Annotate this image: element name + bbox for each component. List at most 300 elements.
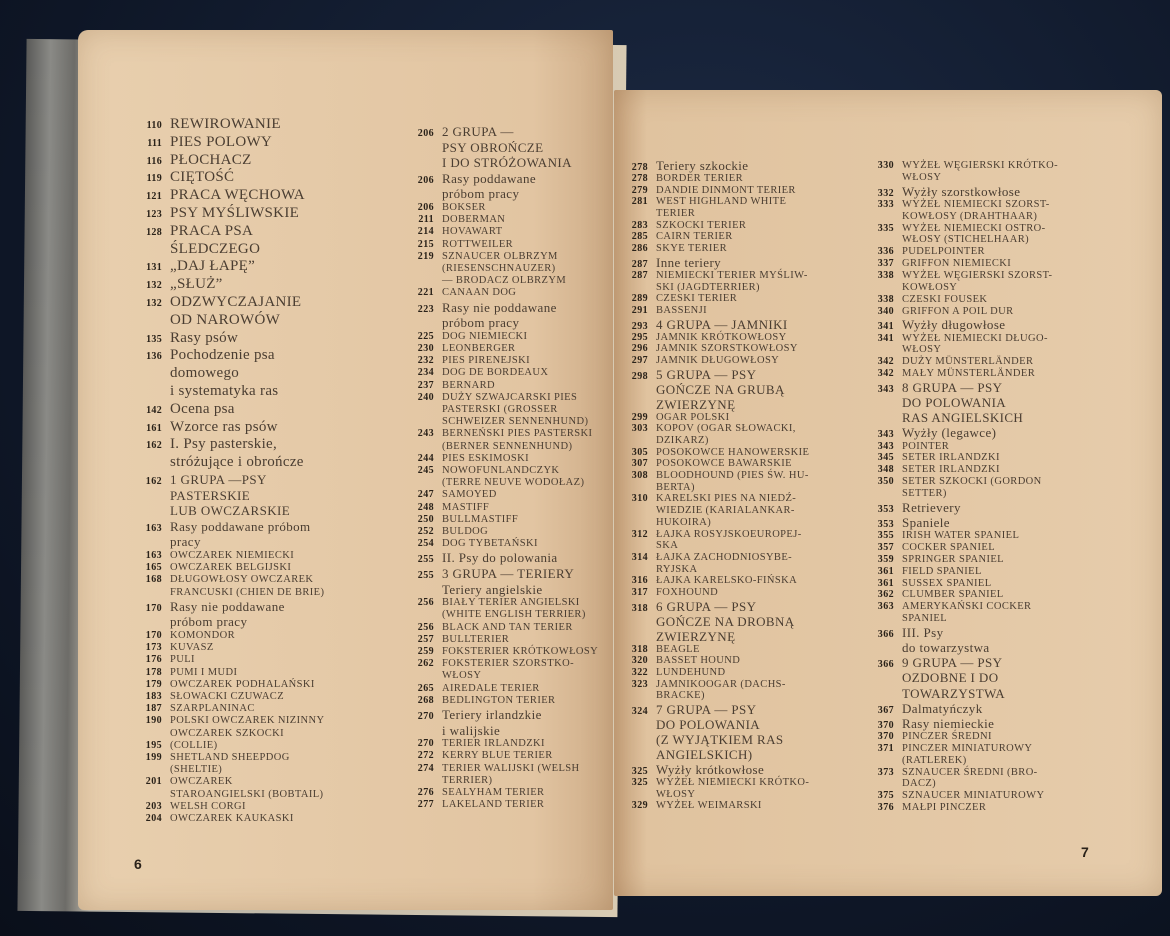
index-entry <box>136 347 275 364</box>
entry-title: (COLLIE) <box>170 739 218 751</box>
entry-title: (TERRE NEUVE WODOŁAZ) <box>442 477 585 489</box>
index-entry <box>136 276 223 293</box>
entry-title: Teriery szkockie <box>656 158 749 173</box>
index-entry <box>622 667 726 678</box>
index-entry <box>136 728 284 739</box>
index-entry <box>622 575 797 586</box>
entry-title: Teriery angielskie <box>442 581 543 597</box>
entry-title: Spaniele <box>902 514 950 530</box>
page-reference-number: 254 <box>417 538 434 550</box>
index-entry <box>408 315 519 331</box>
entry-title: CLUMBER SPANIEL <box>902 589 1004 601</box>
page-reference-number: 195 <box>145 739 162 751</box>
index-entry <box>136 691 284 702</box>
page-reference-number: 176 <box>145 654 162 666</box>
index-entry <box>408 514 518 525</box>
index-entry <box>408 453 529 464</box>
index-entry <box>408 343 515 354</box>
index-entry <box>622 564 698 575</box>
entry-title: WYŻEŁ NIEMIECKI DŁUGO- <box>902 332 1048 344</box>
index-entry <box>622 732 784 748</box>
entry-title: SZNAUCER MINIATUROWY <box>902 790 1045 802</box>
index-entry <box>136 667 237 678</box>
page-reference-number: 376 <box>877 802 894 814</box>
index-entry <box>136 587 324 598</box>
index-entry <box>868 452 1000 463</box>
index-entry <box>868 755 967 766</box>
entry-title: Inne teriery <box>656 254 722 270</box>
page-reference-number: 247 <box>417 489 434 501</box>
entry-title: POINTER <box>902 440 950 452</box>
index-entry <box>622 382 785 398</box>
index-entry <box>622 702 756 718</box>
entry-title: SZKOCKI TERIER <box>656 219 747 231</box>
page-reference-number: 342 <box>877 356 894 368</box>
index-entry <box>868 670 999 686</box>
entry-title: „SŁUŻ” <box>170 276 223 293</box>
index-entry <box>868 476 1042 487</box>
page-reference-number: 308 <box>631 470 648 482</box>
entry-title: Rasy poddawane próbom <box>170 518 311 534</box>
index-entry <box>136 294 301 311</box>
index-entry <box>622 208 695 219</box>
page-reference-number: 359 <box>877 553 894 565</box>
page-reference-number: 234 <box>417 367 434 379</box>
entry-title: SPANIEL <box>902 613 948 625</box>
page-reference-number: 206 <box>417 128 434 139</box>
entry-title: PŁOCHACZ <box>170 151 252 168</box>
entry-title: DŁUGOWŁOSY OWCZAREK <box>170 574 314 586</box>
entry-title: CZESKI FOUSEK <box>902 293 988 305</box>
page-reference-number: 325 <box>631 776 648 788</box>
entry-title: OZDOBNE I DO <box>902 670 999 686</box>
entry-title: PSY MYŚLIWSKIE <box>170 205 300 221</box>
entry-title: do towarzystwa <box>902 640 990 656</box>
index-entry <box>408 738 545 749</box>
index-entry <box>408 658 574 669</box>
index-entry <box>622 552 792 563</box>
page-reference-number: 162 <box>146 440 162 452</box>
index-entry <box>868 356 1033 367</box>
page-reference-number: 279 <box>631 184 648 196</box>
page-reference-number: 206 <box>417 174 434 186</box>
page-reference-number: 289 <box>631 293 648 305</box>
index-entry <box>408 465 559 476</box>
page-reference-number: 291 <box>631 304 648 316</box>
page-reference-number: 298 <box>631 370 648 382</box>
entry-title: BLOODHOUND (PIES ŚW. HU- <box>656 470 809 482</box>
index-entry <box>622 690 705 701</box>
entry-title: FOXHOUND <box>656 587 719 599</box>
index-entry <box>408 609 586 620</box>
entry-title: Pochodzenie psa <box>170 347 275 364</box>
index-entry <box>868 441 949 452</box>
index-entry <box>408 263 556 274</box>
page-reference-number: 317 <box>631 587 648 599</box>
index-entry <box>136 134 272 151</box>
page-reference-number: 237 <box>417 379 434 391</box>
index-entry <box>868 625 943 641</box>
index-entry <box>868 743 1032 754</box>
index-entry <box>868 306 1014 317</box>
entry-title: PUDELPOINTER <box>902 246 985 258</box>
index-entry <box>408 646 598 657</box>
entry-title: WŁOSY (STICHELHAAR) <box>902 234 1030 246</box>
index-entry <box>408 538 538 549</box>
index-entry <box>136 752 290 763</box>
entry-title: JAMNIK SZORSTKOWŁOSY <box>656 343 798 355</box>
index-entry <box>868 640 990 656</box>
page-reference-number: 285 <box>631 231 648 243</box>
entry-title: III. Psy <box>902 624 944 640</box>
index-entry <box>136 789 323 800</box>
index-entry <box>868 410 1023 426</box>
entry-title: DUŻY MÜNSTERLÄNDER <box>902 356 1034 368</box>
page-reference-number: 121 <box>146 191 162 203</box>
page-reference-number: 299 <box>631 411 648 423</box>
entry-title: SKA <box>656 540 679 552</box>
index-entry <box>622 505 795 516</box>
entry-title: Wyżły długowłose <box>902 317 1006 333</box>
entry-title: SZNAUCER ŚREDNI (BRO- <box>902 766 1038 778</box>
index-entry <box>136 614 247 630</box>
page-reference-number: 240 <box>417 391 434 403</box>
index-entry <box>136 258 255 275</box>
entry-title: AMERYKAŃSKI COCKER <box>902 601 1032 613</box>
entry-title: SEALYHAM TERIER <box>442 787 545 798</box>
entry-title: PIES PIRENEJSKI <box>442 355 530 367</box>
index-entry <box>868 554 1004 565</box>
entry-title: ŁAJKA KARELSKO-FIŃSKA <box>656 575 798 587</box>
entry-title: GOŃCZE NA GRUBĄ <box>656 381 785 397</box>
page-reference-number: 276 <box>417 787 434 798</box>
page-reference-number: 190 <box>145 715 162 727</box>
index-entry <box>622 367 756 383</box>
index-entry <box>868 767 1038 778</box>
page-reference-number: 310 <box>631 493 648 505</box>
entry-title: BULLMASTIFF <box>442 513 519 525</box>
index-entry <box>622 644 700 655</box>
index-entry <box>408 186 519 202</box>
page-reference-number: 173 <box>145 642 162 654</box>
entry-title: DUŻY SZWAJCARSKI PIES <box>442 391 578 403</box>
entry-title: SCHWEIZER SENNENHUND) <box>442 416 589 428</box>
entry-title: WELSH CORGI <box>170 800 246 812</box>
index-entry <box>868 613 947 624</box>
page-reference-number: 342 <box>877 368 894 380</box>
index-entry <box>136 488 250 504</box>
index-entry <box>868 270 1052 281</box>
entry-title: KOWŁOSY (DRAHTHAAR) <box>902 210 1038 222</box>
index-entry <box>136 550 294 561</box>
index-entry <box>868 566 982 577</box>
index-entry <box>622 355 779 366</box>
right-page <box>614 90 1162 896</box>
index-entry <box>136 703 255 714</box>
index-entry <box>868 258 1011 269</box>
entry-title: i walijskie <box>442 722 501 738</box>
page-reference-number: 214 <box>417 226 434 238</box>
entry-title: JAMNIK DŁUGOWŁOSY <box>656 354 780 366</box>
entry-title: BULLTERIER <box>442 633 510 645</box>
index-entry <box>136 223 253 240</box>
page-reference-number: 225 <box>417 330 434 342</box>
entry-title: TERIER <box>656 208 696 220</box>
index-entry <box>136 312 280 329</box>
index-entry <box>136 503 290 519</box>
entry-title: RAS ANGIELSKICH <box>902 410 1024 426</box>
page-reference-number: 248 <box>417 501 434 513</box>
page-reference-number: 348 <box>877 464 894 476</box>
index-entry <box>136 574 313 585</box>
entry-title: SKI (JAGDTERRIER) <box>656 281 760 293</box>
index-entry <box>622 343 798 354</box>
index-entry <box>408 550 558 566</box>
index-entry <box>136 764 222 775</box>
entry-title: OWCZAREK NIEMIECKI <box>170 550 295 561</box>
entry-title: Retrievery <box>902 499 961 515</box>
index-entry <box>408 140 543 156</box>
entry-title: PINCZER MINIATUROWY <box>902 742 1033 754</box>
page-reference-number: 183 <box>145 691 162 702</box>
entry-title: BULDOG <box>442 526 489 537</box>
entry-title: ŁAJKA ZACHODNIOSYBE- <box>656 551 793 563</box>
entry-title: WYŻEŁ NIEMIECKI SZORST- <box>902 198 1050 210</box>
page-reference-number: 256 <box>417 621 434 633</box>
entry-title: 5 GRUPA — PSY <box>656 366 757 382</box>
page-reference-number: 330 <box>877 160 894 171</box>
entry-title: BASSET HOUND <box>656 655 741 667</box>
entry-title: próbom pracy <box>442 315 520 331</box>
entry-title: POLSKI OWCZAREK NIZINNY <box>170 715 325 727</box>
index-entry <box>868 500 961 516</box>
index-entry <box>136 454 304 471</box>
index-entry <box>622 482 695 493</box>
index-entry <box>136 401 235 418</box>
index-entry <box>408 251 558 262</box>
index-entry <box>408 707 542 723</box>
left-page <box>78 30 613 910</box>
index-entry <box>622 305 707 316</box>
entry-title: DO POLOWANIA <box>902 395 1007 411</box>
page-reference-number: 268 <box>417 694 434 706</box>
page-reference-number: 362 <box>877 589 894 601</box>
page-reference-number: 259 <box>417 646 434 657</box>
index-entry <box>868 395 1006 411</box>
index-entry <box>622 717 760 733</box>
entry-title: ODZWYCZAJANIE <box>170 294 302 310</box>
entry-title: WYŻEŁ WĘGIERSKI SZORST- <box>902 269 1053 281</box>
entry-title: Rasy psów <box>170 329 239 346</box>
entry-title: PASTERSKIE <box>170 487 251 503</box>
index-entry <box>868 731 992 742</box>
page-reference-number: 323 <box>631 678 648 690</box>
index-entry <box>622 679 786 690</box>
entry-title: KOWŁOSY <box>902 281 958 293</box>
index-entry <box>868 686 1005 702</box>
index-entry <box>622 458 792 469</box>
index-entry <box>868 333 1048 344</box>
index-entry <box>868 716 994 732</box>
entry-title: DOG NIEMIECKI <box>442 330 528 342</box>
page-reference-number: 274 <box>417 762 434 774</box>
entry-title: FRANCUSKI (CHIEN DE BRIE) <box>170 586 325 598</box>
index-entry <box>868 515 950 531</box>
page-reference-number: 163 <box>145 550 162 561</box>
index-entry <box>622 332 787 343</box>
entry-title: SETTER) <box>902 487 947 499</box>
index-entry <box>408 634 509 645</box>
page-reference-number: 340 <box>877 305 894 317</box>
entry-title: I DO STRÓŻOWANIA <box>442 155 572 171</box>
entry-title: KERRY BLUE TERIER <box>442 750 553 762</box>
index-entry <box>868 380 1002 396</box>
entry-title: „DAJ ŁAPĘ” <box>170 258 256 275</box>
index-entry <box>622 243 727 254</box>
page-reference-number: 373 <box>877 766 894 778</box>
index-entry <box>136 116 281 133</box>
entry-title: NOWOFUNLANDCZYK <box>442 465 560 476</box>
entry-title: KOPOV (OGAR SŁOWACKI, <box>656 423 796 435</box>
entry-title: 9 GRUPA — PSY <box>902 655 1003 671</box>
index-entry <box>408 392 577 403</box>
page-reference-number: 243 <box>417 428 434 440</box>
index-entry <box>622 587 718 598</box>
index-entry <box>622 196 786 207</box>
index-entry <box>408 275 566 286</box>
entry-title: (Z WYJĄTKIEM RAS <box>656 732 784 748</box>
page-reference-number: 252 <box>417 526 434 537</box>
page-reference-number: 324 <box>631 706 648 718</box>
index-entry <box>408 597 580 608</box>
entry-title: SAMOYED <box>442 489 497 501</box>
entry-title: Ocena psa <box>170 400 235 417</box>
entry-title: 6 GRUPA — PSY <box>656 598 757 614</box>
entry-title: WYŻEŁ WEIMARSKI <box>656 800 762 812</box>
index-entry <box>868 344 941 355</box>
entry-title: ZWIERZYNĘ <box>656 628 736 644</box>
index-entry <box>622 629 735 645</box>
page-reference-number: 361 <box>877 577 894 589</box>
index-entry <box>622 270 808 281</box>
index-entry <box>136 801 246 812</box>
index-entry <box>868 199 1050 210</box>
entry-title: RYJSKA <box>656 563 698 575</box>
entry-title: Teriery irlandzkie <box>442 707 542 722</box>
page-reference-number: 256 <box>417 597 434 609</box>
index-entry <box>408 566 574 582</box>
page-reference-number: 367 <box>877 704 894 716</box>
page-reference-number: 136 <box>146 351 162 363</box>
entry-title: KARELSKI PIES NA NIEDŹ- <box>656 493 797 505</box>
index-entry <box>868 160 1058 171</box>
index-entry <box>136 534 201 550</box>
entry-title: GRIFFON NIEMIECKI <box>902 258 1012 270</box>
entry-title: STAROANGIELSKI (BOBTAIL) <box>170 788 324 800</box>
page-reference-number: 123 <box>146 209 162 220</box>
index-entry <box>408 155 572 171</box>
index-entry <box>408 526 488 537</box>
index-entry <box>408 239 513 250</box>
entry-title: (RIESENSCHNAUZER) <box>442 263 556 274</box>
entry-title: PRACA WĘCHOWA <box>170 187 305 204</box>
entry-title: BERNEŃSKI PIES PASTERSKI <box>442 428 593 440</box>
entry-title: DOG TYBETAŃSKI <box>442 538 538 550</box>
index-entry <box>622 655 740 666</box>
index-entry <box>408 214 505 225</box>
entry-title: ŁAJKA ROSYJSKOEUROPEJ- <box>656 528 802 540</box>
entry-title: HOVAWART <box>442 226 503 238</box>
page-reference-number: 245 <box>417 465 434 476</box>
index-entry <box>622 231 733 242</box>
entry-title: WŁOSY <box>656 788 696 800</box>
index-entry <box>622 317 788 333</box>
page-reference-number: 161 <box>146 422 162 434</box>
index-entry <box>408 750 553 761</box>
index-entry <box>868 464 1000 475</box>
index-entry <box>868 578 992 589</box>
index-entry <box>622 435 709 446</box>
page-reference-number: 199 <box>145 752 162 763</box>
index-entry <box>622 777 809 788</box>
page-reference-number: 363 <box>877 601 894 613</box>
index-entry <box>408 695 555 706</box>
index-entry <box>622 614 795 630</box>
page-reference-number: 283 <box>631 219 648 231</box>
entry-title: REWIROWANIE <box>170 116 281 132</box>
index-entry <box>408 502 489 513</box>
index-entry <box>408 226 502 237</box>
page-reference-number: 277 <box>417 799 434 811</box>
index-entry <box>136 383 278 400</box>
page-reference-number: 250 <box>417 513 434 525</box>
page-reference-number: 341 <box>877 332 894 344</box>
entry-title: I. Psy pasterskie, <box>170 436 278 453</box>
page-reference-number: 297 <box>631 354 648 366</box>
page-reference-number: 270 <box>417 738 434 750</box>
index-entry <box>868 282 957 293</box>
page-reference-number: 178 <box>145 666 162 678</box>
page-reference-number: 111 <box>147 137 162 149</box>
page-reference-number: 170 <box>145 602 162 614</box>
index-entry <box>868 802 986 813</box>
page-reference-number: 142 <box>146 404 162 416</box>
index-entry <box>408 355 530 366</box>
entry-title: SZARPLANINAC <box>170 703 255 715</box>
entry-title: MAŁPI PINCZER <box>902 802 987 814</box>
entry-title: KUVASZ <box>170 642 214 654</box>
page-reference-number: 345 <box>877 452 894 464</box>
page-reference-number: 287 <box>631 269 648 281</box>
page-reference-number: 314 <box>631 551 648 563</box>
entry-title: PIES ESKIMOSKI <box>442 452 529 464</box>
entry-title: pracy <box>170 534 201 550</box>
entry-title: LUB OWCZARSKIE <box>170 503 291 519</box>
page-reference-number: 163 <box>145 522 162 534</box>
entry-title: OWCZAREK <box>170 776 233 788</box>
entry-title: (WHITE ENGLISH TERRIER) <box>442 609 586 621</box>
index-entry <box>622 173 743 184</box>
entry-title: 3 GRUPA — TERIERY <box>442 566 575 581</box>
entry-title: (BERNER SENNENHUND) <box>442 440 573 452</box>
entry-title: BEDLINGTON TERIER <box>442 694 556 706</box>
page-reference-number: 355 <box>877 530 894 542</box>
page-reference-number: 135 <box>146 333 162 345</box>
page-reference-number: 278 <box>631 162 648 173</box>
entry-title: PRACA PSA <box>170 222 254 239</box>
page-reference-number: 325 <box>631 765 648 777</box>
entry-title: Rasy nie poddawane <box>170 598 285 614</box>
